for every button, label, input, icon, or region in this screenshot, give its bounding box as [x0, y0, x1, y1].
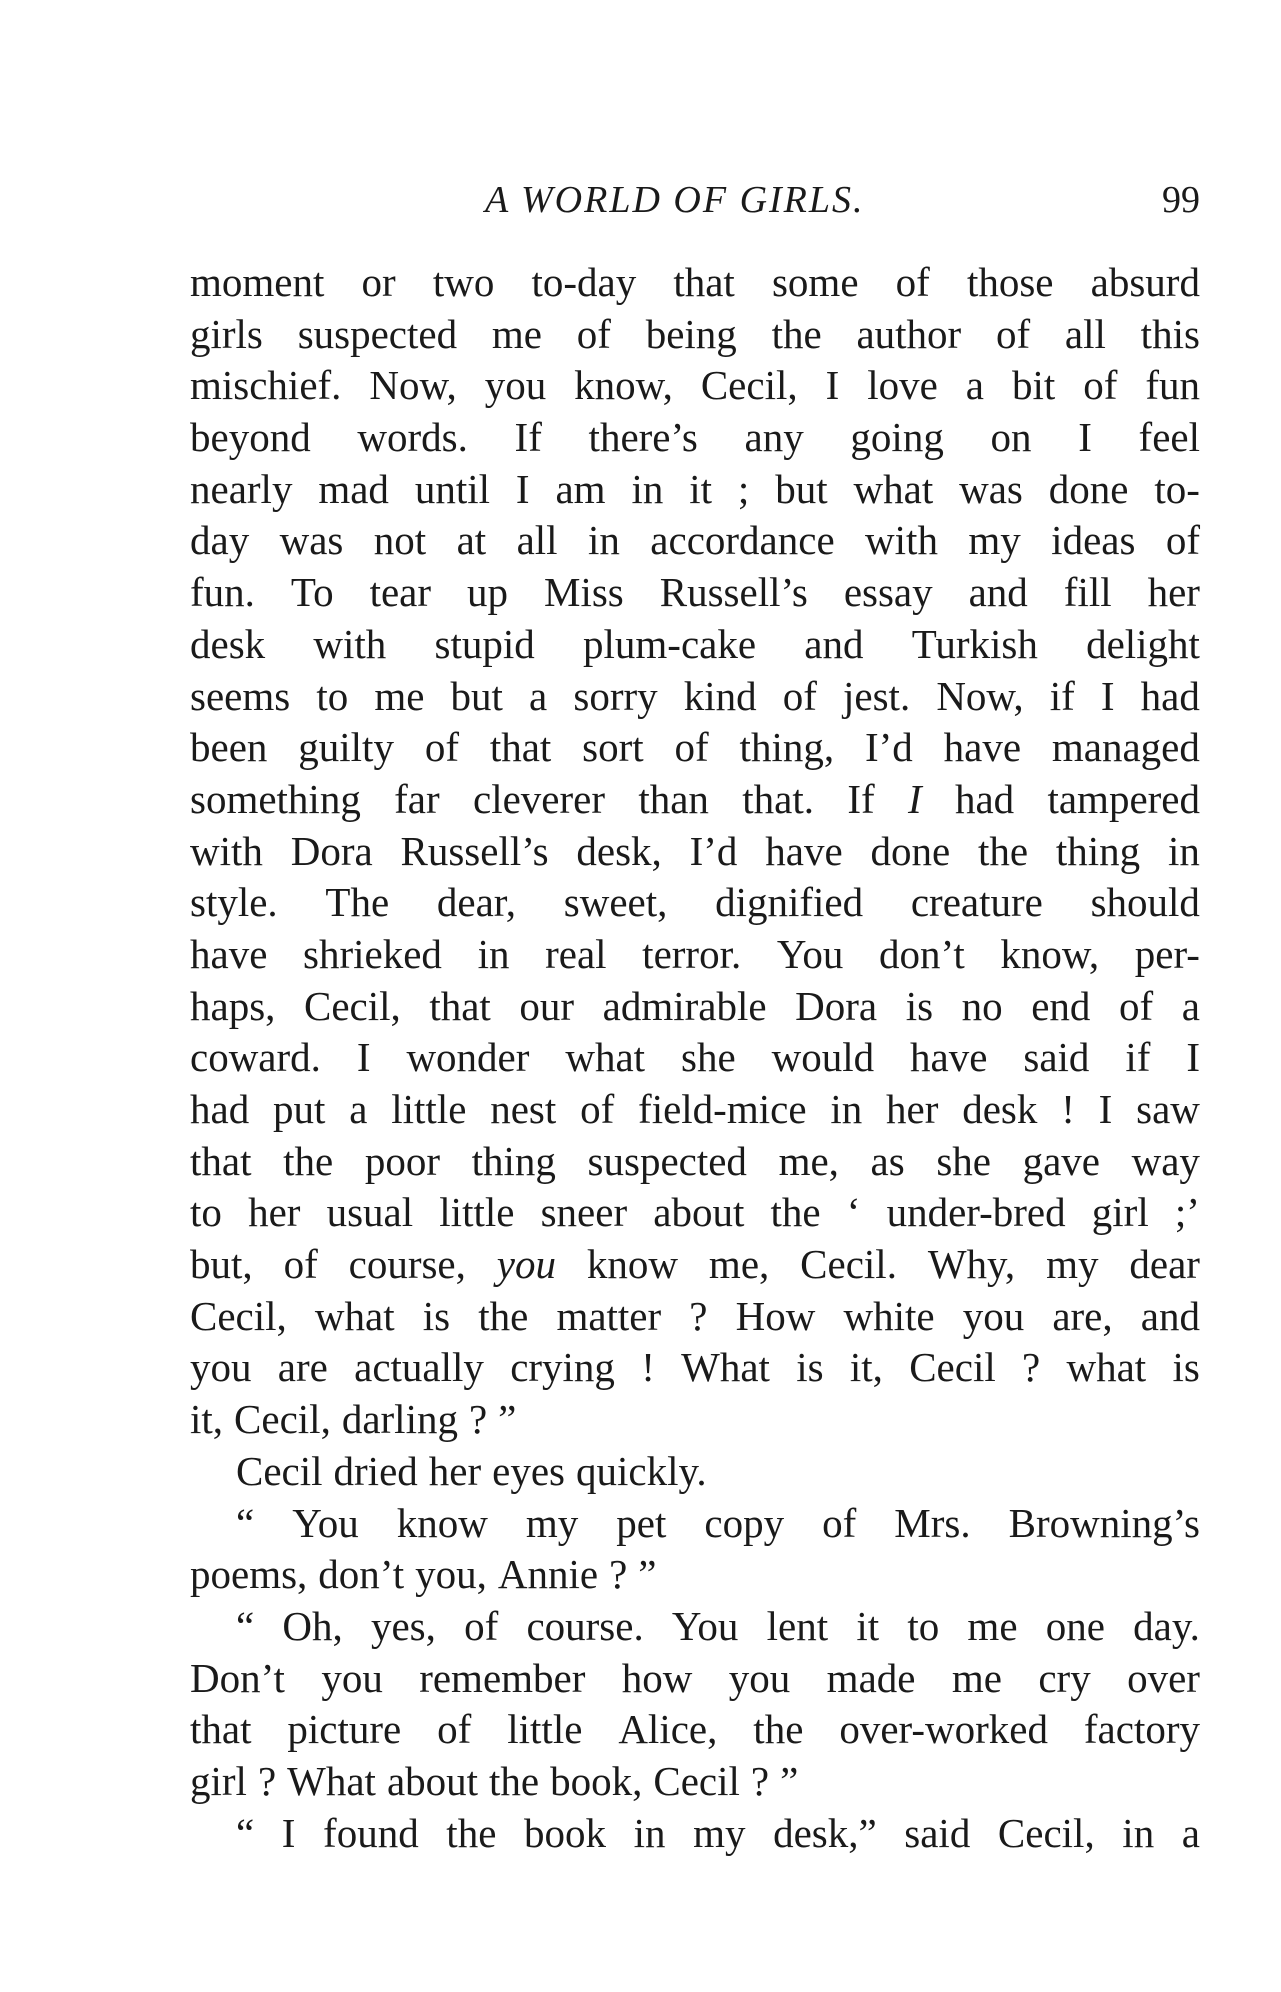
text-line: girls suspected me of being the author of all this	[190, 310, 1200, 357]
text-line: but, of course, you know me, Cecil. Why, my dear	[190, 1241, 1200, 1288]
running-title: A WORLD OF GIRLS.	[485, 179, 865, 221]
text-line: “ Oh, yes, of course. You lent it to me one day.	[236, 1602, 1200, 1649]
text-line: with Dora Russell’s desk, I’d have done the thing in	[190, 827, 1200, 874]
text-line: desk with stupid plum-cake and Turkish delight	[190, 620, 1200, 667]
page-number: 99	[1162, 179, 1200, 221]
text-line: you are actually crying ! What is it, Cecil ? what is	[190, 1344, 1200, 1391]
text-line: day was not at all in accordance with my ideas of	[190, 517, 1200, 564]
text-line: have shrieked in real terror. You don’t know, per-	[190, 930, 1200, 977]
text-line: poems, don’t you, Annie ? ”	[190, 1551, 657, 1598]
text-line: that picture of little Alice, the over-worked factory	[190, 1706, 1200, 1753]
text-line: been guilty of that sort of thing, I’d have managed	[190, 724, 1200, 771]
text-line: it, Cecil, darling ? ”	[190, 1396, 517, 1443]
text-line: “ You know my pet copy of Mrs. Browning’s	[236, 1499, 1200, 1546]
text-line: Cecil dried her eyes quickly.	[236, 1447, 707, 1494]
text-line: Don’t you remember how you made me cry over	[190, 1654, 1200, 1701]
text-line: beyond words. If there’s any going on I feel	[190, 414, 1200, 461]
text-line: something far cleverer than that. If I had tampered	[190, 775, 1200, 822]
text-line: had put a little nest of field-mice in her desk ! I saw	[190, 1086, 1200, 1132]
text-line: moment or two to-day that some of those absurd	[190, 259, 1200, 305]
text-line: Cecil, what is the matter ? How white you are, and	[190, 1292, 1200, 1339]
text-line: style. The dear, sweet, dignified creature should	[190, 879, 1200, 926]
text-line: fun. To tear up Miss Russell’s essay and fill her	[190, 569, 1200, 616]
running-head	[190, 170, 1200, 230]
text-line: coward. I wonder what she would have said if I	[190, 1034, 1200, 1081]
body-text	[190, 257, 1200, 1859]
text-line: to her usual little sneer about the ‘ under-bred girl ;’	[190, 1189, 1200, 1236]
text-line: mischief. Now, you know, Cecil, I love a bit of fun	[190, 362, 1200, 409]
text-line: nearly mad until I am in it ; but what was done to-	[190, 465, 1200, 512]
text-line: girl ? What about the book, Cecil ? ”	[190, 1757, 799, 1804]
text-line: haps, Cecil, that our admirable Dora is no end of a	[190, 982, 1200, 1029]
text-line: “ I found the book in my desk,” said Cecil, in a	[236, 1809, 1200, 1856]
text-line: seems to me but a sorry kind of jest. Now, if I had	[190, 672, 1200, 719]
text-line: that the poor thing suspected me, as she gave way	[190, 1137, 1200, 1184]
